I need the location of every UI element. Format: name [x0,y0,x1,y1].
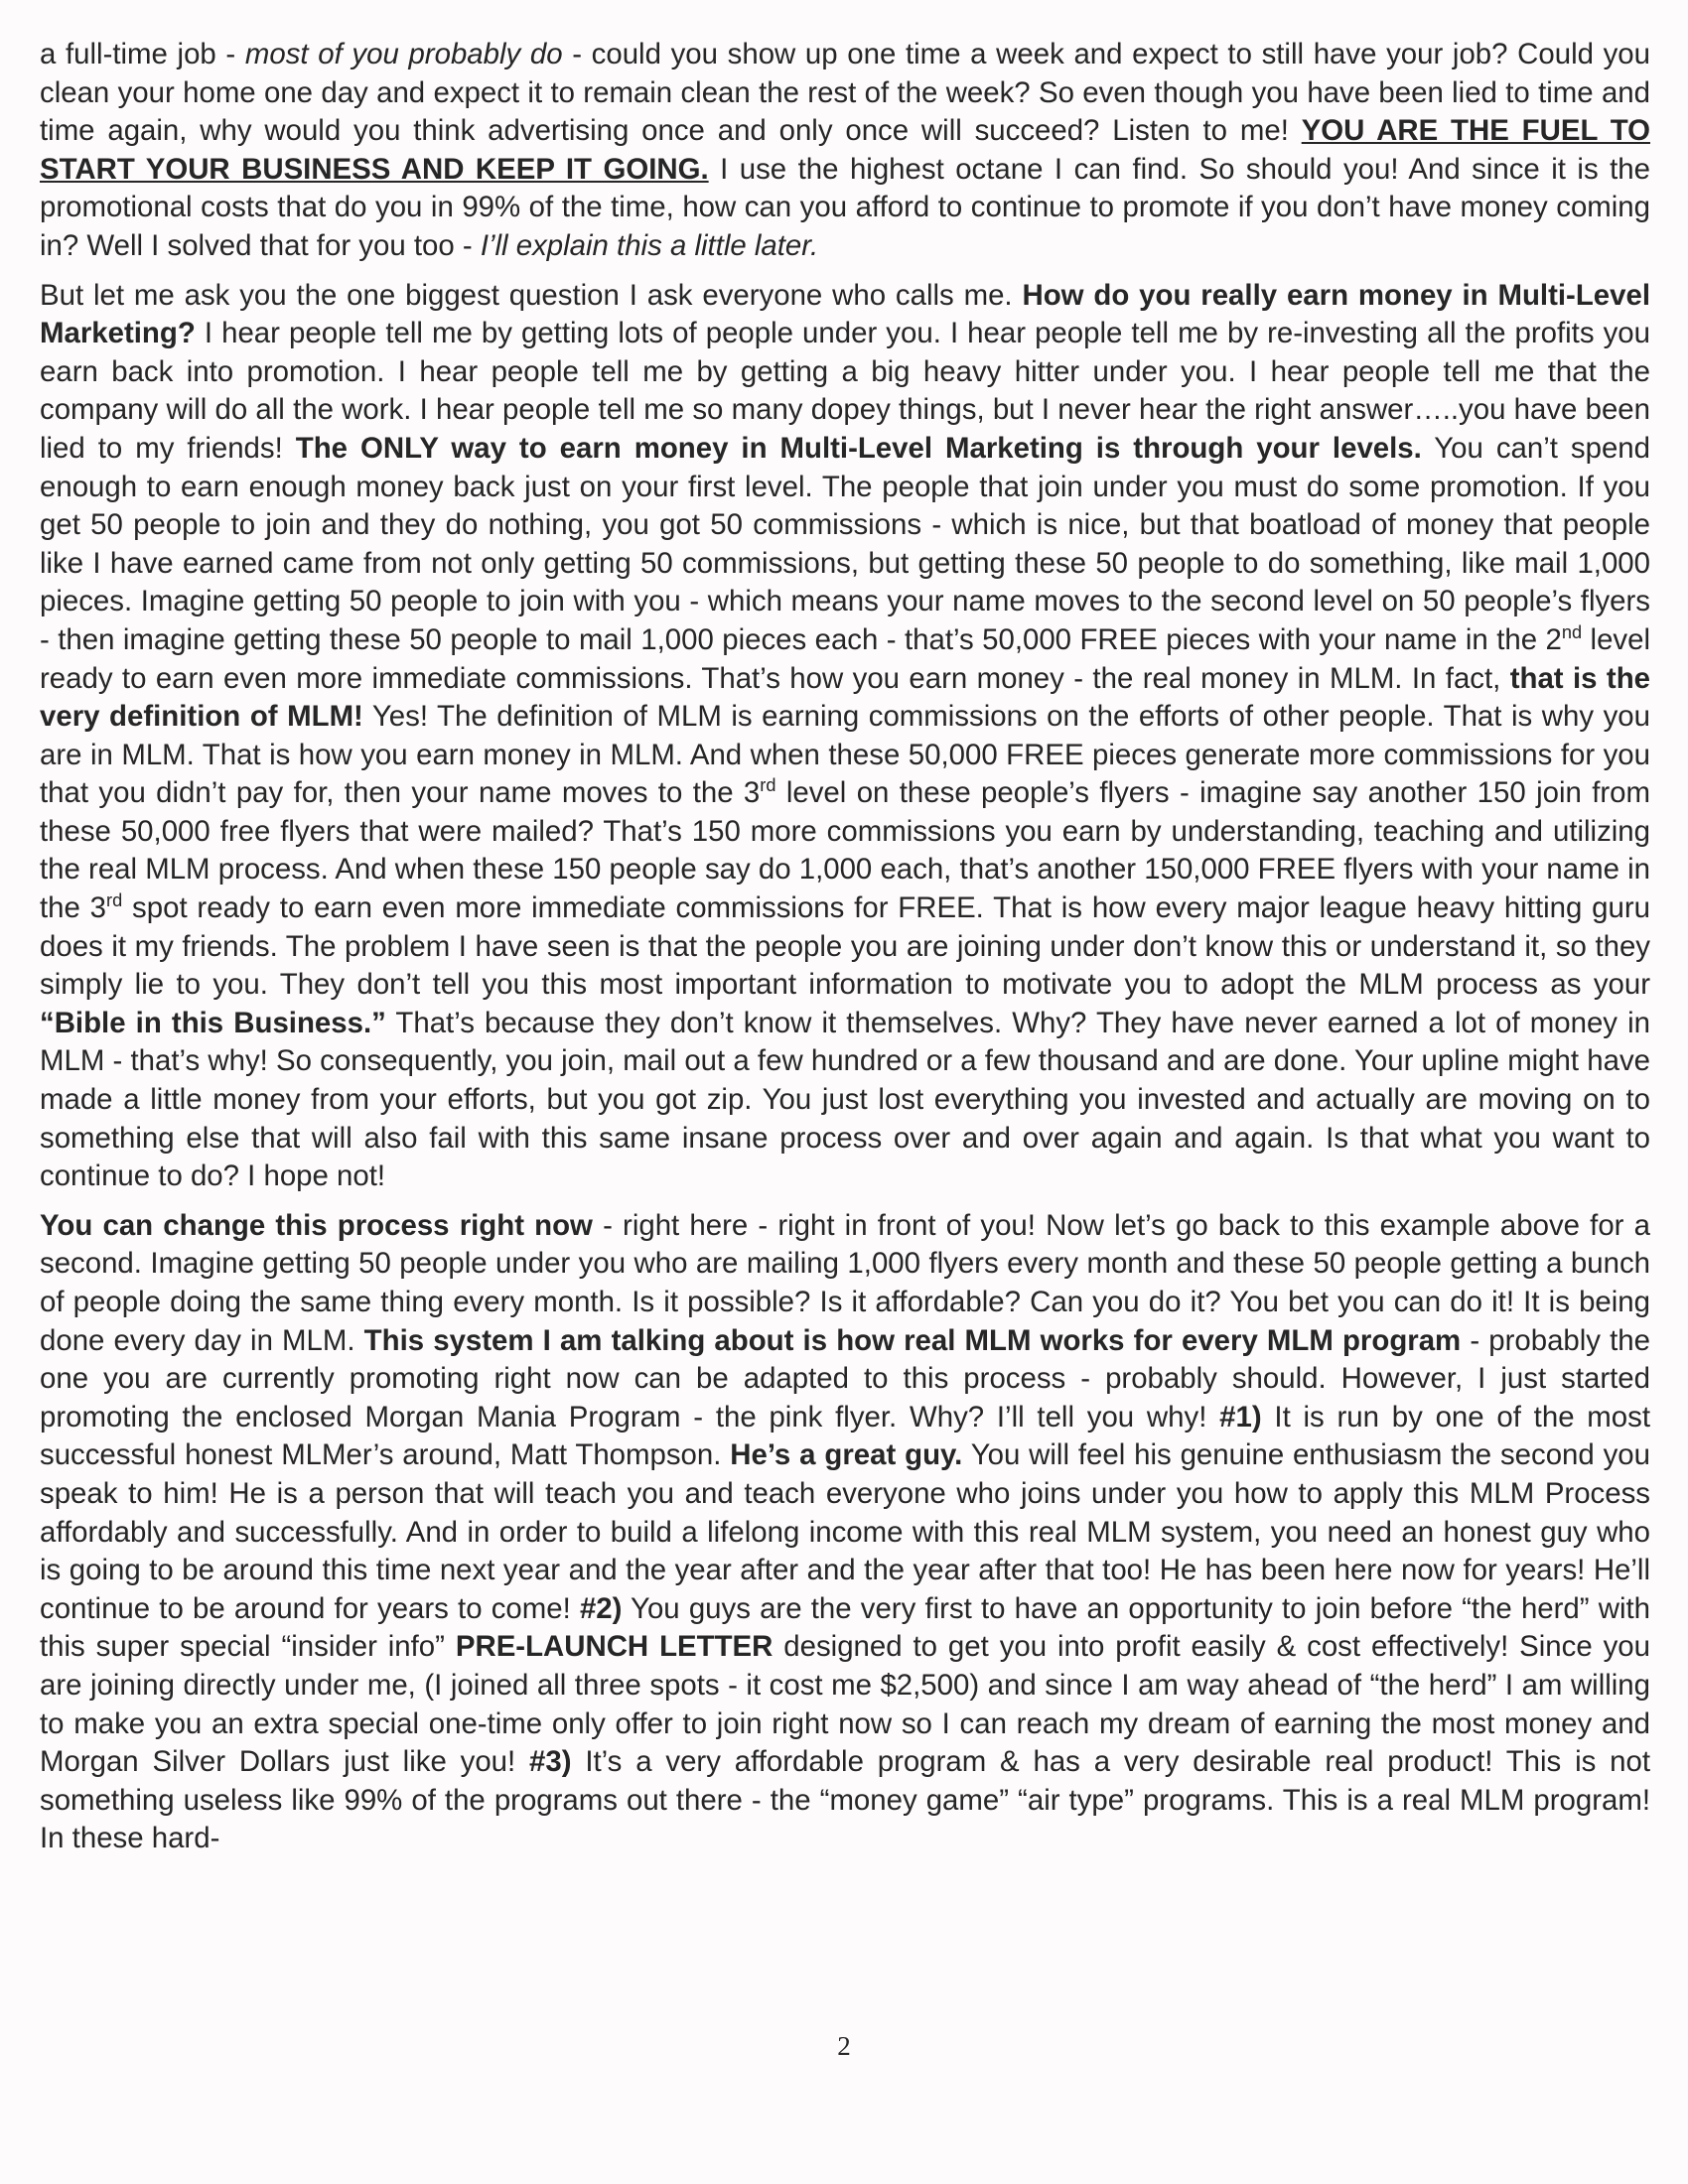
letter-body [40,36,1650,1858]
paragraph-1: a full-time job - most of you probably do - could you show up one time a week and expect to still have your job? Could you clean your home one day and expect it to remain clean the rest of the week? So even though you have been lied to time and time again, why would you think advertising once and only once will succeed? Listen to me! YOU ARE THE FUEL TO START YOUR BUSINESS AND KEEP IT GOING. I use the highest octane I can find. So should you! And since it is the promotional costs that do you in 99% of the time, how can you afford to continue to promote if you don’t have money coming in? Well I solved that for you too - I’ll explain this a little later. [40,38,1650,262]
fuel-headline: YOU ARE THE FUEL TO START YOUR BUSINESS AND KEEP IT GOING. [40,114,1650,186]
paragraph-3: You can change this process right now - right here - right in front of you! Now let’s go back to this example above for a second. Imagine getting 50 people under you who are mailing 1,000 flyers every month and these 50 people getting a bunch of people doing the same thing every month. Is it possible? Is it affordable? Can you do it? You bet you can do it! It is being done every day in MLM. This system I am talking about is how real MLM works for every MLM program - probably the one you are currently promoting right now can be adapted to this process - probably should. However, I just started promoting the enclosed Morgan Mania Program - the pink flyer. Why? I’ll tell you why! #1) It is run by one of the most successful honest MLMer’s around, Matt Thompson. He’s a great guy. You will feel his genuine enthusiasm the second you speak to him! He is a person that will teach you and teach everyone who joins under you how to apply this MLM Process affordably and successfully. And in order to build a lifelong income with this real MLM system, you need an honest guy who is going to be around this time next year and the year after and the year after that too! He has been here now for years! He’ll continue to be around for years to come! #2) You guys are the very first to have an opportunity to join before “the herd” with this super special “insider info” PRE-LAUNCH LETTER designed to get you into profit easily & cost effectively! Since you are joining directly under me, (I joined all three spots - it cost me $2,500) and since I am way ahead of “the herd” I am willing to make you an extra special one-time only offer to join right now so I can reach my dream of earning the most money and Morgan Silver Dollars just like you! #3) It’s a very affordable program & has a very desirable real product! This is not something useless like 99% of the programs out there - the “money game” “air type” programs. This is a real MLM program! In these hard- [40,1208,1651,1855]
paragraph-2: But let me ask you the one biggest question I ask everyone who calls me. How do you really earn money in Multi-Level Marketing? I hear people tell me by getting lots of people under you. I hear people tell me by re-investing all the profits you earn back into promotion. I hear people tell me by getting a big heavy hitter under you. I hear people tell me that the company will do all the work. I hear people tell me so many dopey things, but I never hear the right answer…..you have been lied to my friends! The ONLY way to earn money in Multi-Level Marketing is through your levels. You can’t spend enough to earn enough money back just on your first level. The people that join under you must do some promotion. If you get 50 people to join and they do nothing, you got 50 commissions - which is nice, but that boatload of money that people like I have earned came from not only getting 50 commissions, but getting these 50 people to do something, like mail 1,000 pieces. Imagine getting 50 people to join with you - which means your name moves to the second level on 50 people’s flyers - then imagine getting these 50 people to mail 1,000 pieces each - that’s 50,000 FREE pieces with your name in the 2nd level ready to earn even more immediate commissions. That’s how you earn money - the real money in MLM. In fact, that is the very definition of MLM! Yes! The definition of MLM is earning commissions on the efforts of other people. That is why you are in MLM. That is how you earn money in MLM. And when these 50,000 FREE pieces generate more commissions for you that you didn’t pay for, then your name moves to the 3rd level on these people’s flyers - imagine say another 150 join from these 50,000 free flyers that were mailed? That’s 150 more commissions you earn by understanding, teaching and utilizing the real MLM process. And when these 150 people say do 1,000 each, that’s another 150,000 FREE flyers with your name in the 3rd spot ready to earn even more immediate commissions for FREE. That is how every major league heavy hitting guru does it my friends. The problem I have seen is that the people you are joining under don’t know this or understand it, so they simply lie to you. They don’t tell you this most important information to motivate you to adopt the MLM process as your “Bible in this Business.” That’s because they don’t know it themselves. Why? They have never earned a lot of money in MLM - that’s why! So consequently, you join, mail out a few hundred or a few thousand and are done. Your upline might have made a little money from your efforts, but you got zip. You just lost everything you invested and actually are moving on to something else that will also fail with this same insane process over and over again and again. Is that what you want to continue to do? I hope not! [40,278,1650,1193]
page-number: 2 [837,2031,851,2061]
